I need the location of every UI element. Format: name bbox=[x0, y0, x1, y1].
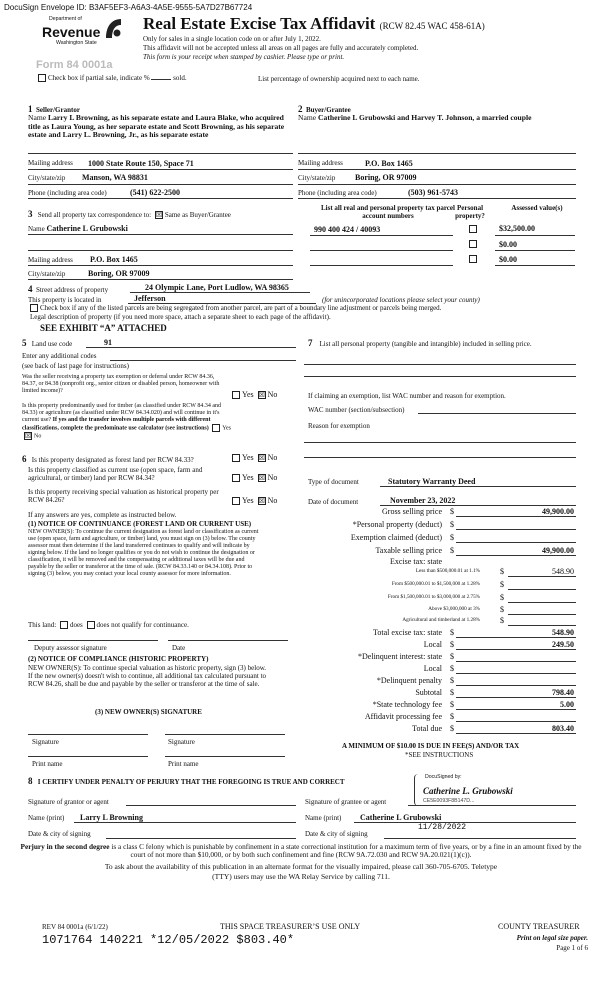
seller-city[interactable]: Manson, WA 98831 bbox=[82, 173, 148, 182]
assessed-value[interactable]: $0.00 bbox=[499, 255, 517, 264]
buyer-mail-label: Mailing address bbox=[298, 159, 343, 167]
total-dollar: $ bbox=[450, 724, 454, 733]
notice-compliance-header: (2) NOTICE OF COMPLIANCE (HISTORIC PROPERTY) bbox=[28, 655, 209, 663]
parcel-account[interactable]: 990 400 424 / 40093 bbox=[314, 225, 381, 234]
claiming-exemption-label: If claiming an exemption, list WAC number and reason for exemption. bbox=[308, 392, 506, 400]
total-label: Affidavit processing fee bbox=[364, 712, 442, 721]
grantor-date-label: Date & city of signing bbox=[28, 830, 91, 838]
calc-dollar: $ bbox=[450, 546, 454, 555]
historic-question: Is this property receiving special valuation as historical property per RCW 84.26? bbox=[28, 488, 219, 505]
total-value[interactable]: 249.50 bbox=[552, 640, 574, 649]
total-label: *State technology fee bbox=[372, 700, 442, 709]
timber-question: Is this property predominantly used for timber (as classified under RCW 84.34 and 84.33) or agriculture (as classified under RCW 84.34.020) and will continue in it's current use? If yes and the transfer involves multiple parcels with different classifications, complete the predominate use calculator (see instructions) Yes ☒ No bbox=[22, 403, 231, 440]
logo-mark-icon bbox=[104, 18, 122, 40]
same-as-buyer-checkbox[interactable]: ☒ bbox=[155, 211, 163, 220]
tax-corr-mail[interactable]: P.O. Box 1465 bbox=[90, 255, 138, 264]
exemption-yn: Yes ☒ No bbox=[230, 390, 277, 399]
section-3-header: 3 Send all property tax correspondence to: ☒ Same as Buyer/Grantee bbox=[28, 209, 231, 220]
new-owner-signature-header: (3) NEW OWNER(S) SIGNATURE bbox=[95, 708, 202, 716]
calc-value[interactable]: 49,900.00 bbox=[542, 546, 574, 555]
treasurer-stamp: 1071764 140221 *12/05/2022 $803.40* bbox=[42, 933, 295, 947]
note-3: This form is your receipt when stamped by cashier. Please type or print. bbox=[143, 53, 345, 61]
tax-corr-city[interactable]: Boring, OR 97009 bbox=[88, 269, 150, 278]
grantor-print-label: Name (print) bbox=[28, 814, 65, 822]
doc-type[interactable]: Statutory Warranty Deed bbox=[388, 477, 476, 486]
signature-id: CE5E0093F8B147D... bbox=[423, 798, 475, 804]
personal-property-label: 7 List all personal property (tangible and intangible) included in selling price. bbox=[308, 338, 532, 348]
bracket-label: Agricultural and timberland at 1.28% bbox=[402, 617, 480, 623]
county-select[interactable]: Jefferson bbox=[134, 294, 166, 303]
buyer-phone-label: Phone (including area code) bbox=[298, 189, 377, 197]
assessed-value[interactable]: $0.00 bbox=[499, 240, 517, 249]
logo-dept: Department of bbox=[49, 16, 82, 22]
exemption-reason-label: Reason for exemption bbox=[308, 422, 370, 430]
total-label: *Delinquent penalty bbox=[376, 676, 442, 685]
grantor-signature-label: Signature of grantor or agent bbox=[28, 798, 109, 806]
no-checkbox[interactable]: ☒ bbox=[258, 391, 265, 400]
bracket-dollar: $ bbox=[500, 567, 504, 576]
total-label: Local bbox=[423, 640, 442, 649]
total-dollar: $ bbox=[450, 676, 454, 685]
exemption-question: Was the seller receiving a property tax exemption or deferral under RCW 84.36, 84.37, or 84.38 (nonprofit org., senior citizen or disabled person, homeowner with limited income)? bbox=[22, 374, 220, 394]
owner-signature-label: Signature bbox=[32, 738, 59, 746]
deputy-date-label: Date bbox=[172, 644, 186, 652]
tax-corr-city-label: City/state/zip bbox=[28, 270, 66, 278]
yes-checkbox[interactable] bbox=[232, 497, 240, 505]
calc-dollar: $ bbox=[450, 520, 454, 529]
total-value[interactable]: 5.00 bbox=[560, 700, 574, 709]
personal-checkbox[interactable] bbox=[469, 255, 477, 263]
total-dollar: $ bbox=[450, 628, 454, 637]
alt-format-note: To ask about the availability of this publication in an alternate format for the visually impaired, please call 360-705-6705. Teletype bbox=[104, 862, 498, 871]
does-not-checkbox[interactable] bbox=[87, 621, 95, 629]
total-dollar: $ bbox=[450, 700, 454, 709]
revision-label: REV 84 0001a (6/1/22) bbox=[42, 923, 108, 931]
personal-checkbox[interactable] bbox=[469, 240, 477, 248]
treasurer-space: THIS SPACE TREASURER’S USE ONLY bbox=[220, 922, 361, 931]
ownership-note: List percentage of ownership acquired next to each name. bbox=[258, 75, 420, 83]
total-dollar: $ bbox=[450, 688, 454, 697]
buyer-phone[interactable]: (503) 961-5743 bbox=[408, 188, 458, 197]
form-title: Real Estate Excise Tax Affidavit (RCW 82.45 WAC 458-61A) bbox=[143, 14, 485, 33]
logo-revenue: Revenue bbox=[42, 24, 101, 40]
total-label: Local bbox=[423, 664, 442, 673]
bracket-value[interactable]: 548.90 bbox=[552, 567, 574, 576]
forest-question: 6 Is this property designated as forest land per RCW 84.33? bbox=[22, 454, 194, 464]
calc-dollar: $ bbox=[450, 533, 454, 542]
seller-phone-label: Phone (including area code) bbox=[28, 189, 107, 197]
buyer-mail[interactable]: P.O. Box 1465 bbox=[365, 159, 413, 168]
land-use-code[interactable]: 91 bbox=[104, 338, 112, 347]
wac-number-label: WAC number (section/subsection) bbox=[308, 406, 405, 414]
grantee-print-label: Name (print) bbox=[305, 814, 342, 822]
grantor-print-name[interactable]: Larry L Browning bbox=[80, 813, 143, 822]
buyer-city[interactable]: Boring, OR 97009 bbox=[355, 173, 417, 182]
bracket-label: Above $3,000,000 at 3% bbox=[428, 606, 480, 612]
page-number: Page 1 of 6 bbox=[556, 944, 588, 952]
notice-compliance-body: NEW OWNER(S): To continue special valuation as historic property, sign (3) below. If the new owner(s) doesn't wish to continue, all additional tax calculated pursuant to RCW 84.26, shall be due and payable by the seller or transferor at the time of sale. bbox=[28, 664, 267, 689]
doc-type-label: Type of document bbox=[308, 478, 359, 486]
yes-checkbox[interactable] bbox=[232, 474, 240, 482]
seller-city-label: City/state/zip bbox=[28, 174, 66, 182]
grantee-date[interactable]: 11/28/2022 bbox=[418, 823, 467, 832]
grantee-signature-label: Signature of grantee or agent bbox=[305, 798, 387, 806]
grantee-print-name[interactable]: Catherine L Grubowski bbox=[360, 813, 442, 822]
bracket-label: From $1,500,000.01 to $3,000,000 at 2.75% bbox=[387, 594, 480, 600]
see-back-label: (see back of last page for instructions) bbox=[22, 362, 129, 370]
bracket-dollar: $ bbox=[500, 605, 504, 614]
logo bbox=[42, 17, 137, 53]
seller-name: Name Larry L Browning, as his separate estate and Laura Blake, who acquired title as Laura Young, as her separate estate and Scott Browning, as his separate estate and Larry L. Browning, Jr., as his separate estate bbox=[28, 113, 285, 140]
bracket-dollar: $ bbox=[500, 580, 504, 589]
total-value[interactable]: 548.90 bbox=[552, 628, 574, 637]
assessed-col-header: Assessed value(s) bbox=[511, 204, 563, 212]
note-1: Only for sales in a single location code on or after July 1, 2022. bbox=[143, 35, 321, 43]
legal-paper-note: Print on legal size paper. bbox=[516, 934, 588, 942]
doc-date[interactable]: November 23, 2022 bbox=[390, 496, 456, 505]
bracket-dollar: $ bbox=[500, 593, 504, 602]
seller-phone[interactable]: (541) 622-2500 bbox=[130, 188, 180, 197]
buyer-name: Name Catherine L Grubowski and Harvey T. Johnson, a married couple bbox=[298, 113, 532, 122]
tax-corr-mail-label: Mailing address bbox=[28, 256, 73, 264]
partial-sale-row bbox=[36, 74, 187, 82]
additional-codes-label: Enter any additional codes bbox=[22, 352, 97, 360]
personal-checkbox[interactable] bbox=[469, 225, 477, 233]
buyer-city-label: City/state/zip bbox=[298, 174, 336, 182]
no-checkbox[interactable]: ☒ bbox=[25, 431, 32, 440]
total-label: *Delinquent interest: state bbox=[358, 652, 442, 661]
if-any-yes: If any answers are yes, complete as instructed below. bbox=[28, 511, 177, 519]
logo-state: Washington State bbox=[56, 40, 97, 46]
grantee-signature[interactable]: Catherine L. Grubowski bbox=[423, 786, 513, 796]
seller-mail[interactable]: 1000 State Route 150, Space 71 bbox=[88, 159, 194, 168]
total-dollar: $ bbox=[450, 664, 454, 673]
partial-pct-input[interactable] bbox=[151, 79, 171, 80]
deputy-signature-label: Deputy assessor signature bbox=[34, 644, 107, 652]
bracket-label: Less than $500,000.01 at 1.1% bbox=[415, 568, 480, 574]
notice-continuance-header: (1) NOTICE OF CONTINUANCE (FOREST LAND OR CURRENT USE) bbox=[28, 520, 252, 528]
calc-label: *Personal property (deduct) bbox=[352, 520, 442, 529]
calc-label: Gross selling price bbox=[382, 507, 442, 516]
segregate-checkbox[interactable] bbox=[30, 304, 38, 312]
this-land-row: This land: does does not qualify for continuance. bbox=[28, 621, 189, 629]
total-label: Total excise tax: state bbox=[373, 628, 442, 637]
yes-checkbox[interactable] bbox=[232, 454, 240, 462]
no-checkbox[interactable]: ☒ bbox=[258, 454, 265, 463]
envelope-id: DocuSign Envelope ID: B3AF5EF3-A6A3-4A5E-9555-5A7D27B67724 bbox=[4, 3, 253, 12]
calc-value[interactable]: 49,900.00 bbox=[542, 507, 574, 516]
doc-date-label: Date of document bbox=[308, 498, 359, 506]
minimum-due: A MINIMUM OF $10.00 IS DUE IN FEE(S) AND/OR TAX bbox=[342, 742, 520, 750]
docusign-box bbox=[414, 774, 526, 806]
current-use-yn: Yes ☒ No bbox=[230, 473, 277, 482]
segregate-row: Check box if any of the listed parcels are being segregated from another parcel, are part of a boundary line adjustment or parcels being merged. bbox=[28, 304, 441, 312]
assessed-value[interactable]: $32,500.00 bbox=[499, 224, 535, 233]
no-checkbox[interactable]: ☒ bbox=[258, 497, 265, 506]
located-in-label: This property is located in bbox=[28, 296, 102, 304]
grantee-date-label: Date & city of signing bbox=[305, 830, 368, 838]
yes-checkbox[interactable] bbox=[212, 424, 220, 432]
owner-print-label: Print name bbox=[32, 760, 63, 768]
bracket-label: From $500,000.01 to $1,500,000 at 1.28% bbox=[391, 581, 480, 587]
notice-continuance-body: NEW OWNER(S): To continue the current designation as forest land or classification as current use (open space, farm and agriculture, or timber) land, you must sign on (3) below. The county assessor must then determine if the land transferred continues to qualify and will indicate by signing below. If the land no longer qualifies or you do not wish to continue the designation or classification, it will be removed and the compensating or additional taxes will be due and payable by the seller or transferor at the time of sale. (RCW 84.33.140 or 84.34.108). Prior to signing (3) below, you may contact your local county assessor for more information. bbox=[28, 529, 259, 578]
total-value[interactable]: 803.40 bbox=[552, 724, 574, 733]
street-address-row: 4 Street address of property bbox=[28, 284, 109, 294]
calc-label: Excise tax: state bbox=[390, 557, 442, 566]
section-1-header: 1 Seller/Grantor bbox=[28, 104, 80, 114]
calc-dollar: $ bbox=[450, 507, 454, 516]
total-label: Total due bbox=[412, 724, 442, 733]
total-dollar: $ bbox=[450, 712, 454, 721]
land-use-row: 5 Land use code bbox=[22, 338, 73, 348]
seller-mail-label: Mailing address bbox=[28, 159, 73, 167]
total-dollar: $ bbox=[450, 640, 454, 649]
bracket-dollar: $ bbox=[500, 616, 504, 625]
partial-sale-checkbox[interactable] bbox=[38, 74, 46, 82]
sold-label: sold. bbox=[173, 74, 187, 82]
total-dollar: $ bbox=[450, 652, 454, 661]
calc-label: Taxable selling price bbox=[375, 546, 442, 555]
personal-col-header: Personal property? bbox=[455, 204, 485, 221]
county-treasurer: COUNTY TREASURER bbox=[498, 922, 580, 931]
does-checkbox[interactable] bbox=[60, 621, 68, 629]
note-2: This affidavit will not be accepted unless all areas on all pages are fully and accurately completed. bbox=[143, 44, 419, 52]
historic-yn: Yes ☒ No bbox=[230, 496, 277, 505]
county-note: (for unincorporated locations please select your county) bbox=[322, 296, 480, 304]
see-instructions: *SEE INSTRUCTIONS bbox=[405, 751, 474, 759]
parcel-col-header: List all real and personal property tax parcel account numbers bbox=[321, 204, 455, 221]
exhibit-text: SEE EXHIBIT “A” ATTACHED bbox=[40, 323, 167, 333]
section-2-header: 2 Buyer/Grantee bbox=[298, 104, 351, 114]
docusigned-label: DocuSigned by: bbox=[425, 774, 462, 780]
certify-statement: 8 I CERTIFY UNDER PENALTY OF PERJURY THAT THE FOREGOING IS TRUE AND CORRECT bbox=[28, 776, 345, 786]
form-number: Form 84 0001a bbox=[36, 59, 113, 71]
owner-signature-label: Signature bbox=[168, 738, 195, 746]
perjury-statement: Perjury in the second degree is a class C felony which is punishable by confinement in a state correctional institution for a maximum term of five years, or by a fine in an amount fixed by the court of not more than $10,000, or by both such confinement and fine (RCW 9A.72.030 and RCW 9A.20.021(1)(c)). bbox=[20, 842, 582, 860]
partial-sale-label: Check box if partial sale, indicate % bbox=[48, 74, 150, 82]
tax-corr-name: Name Catherine L Grubowski bbox=[28, 224, 128, 233]
calc-label: Exemption claimed (deduct) bbox=[350, 533, 442, 542]
tty-note: (TTY) users may use the WA Relay Service by calling 711. bbox=[212, 872, 390, 881]
street-address[interactable]: 24 Olympic Lane, Port Ludlow, WA 98365 bbox=[145, 283, 289, 292]
legal-description-label: Legal description of property (if you need more space, attach a separate sheet to each page of the affidavit). bbox=[30, 313, 331, 321]
total-value[interactable]: 798.40 bbox=[552, 688, 574, 697]
yes-checkbox[interactable] bbox=[232, 391, 240, 399]
owner-print-label: Print name bbox=[168, 760, 199, 768]
total-label: Subtotal bbox=[415, 688, 442, 697]
current-use-question: Is this property classified as current use (open space, farm and agricultural, or timber) land per RCW 84.34? bbox=[28, 466, 203, 483]
no-checkbox[interactable]: ☒ bbox=[258, 474, 265, 483]
forest-yn: Yes ☒ No bbox=[230, 453, 277, 462]
